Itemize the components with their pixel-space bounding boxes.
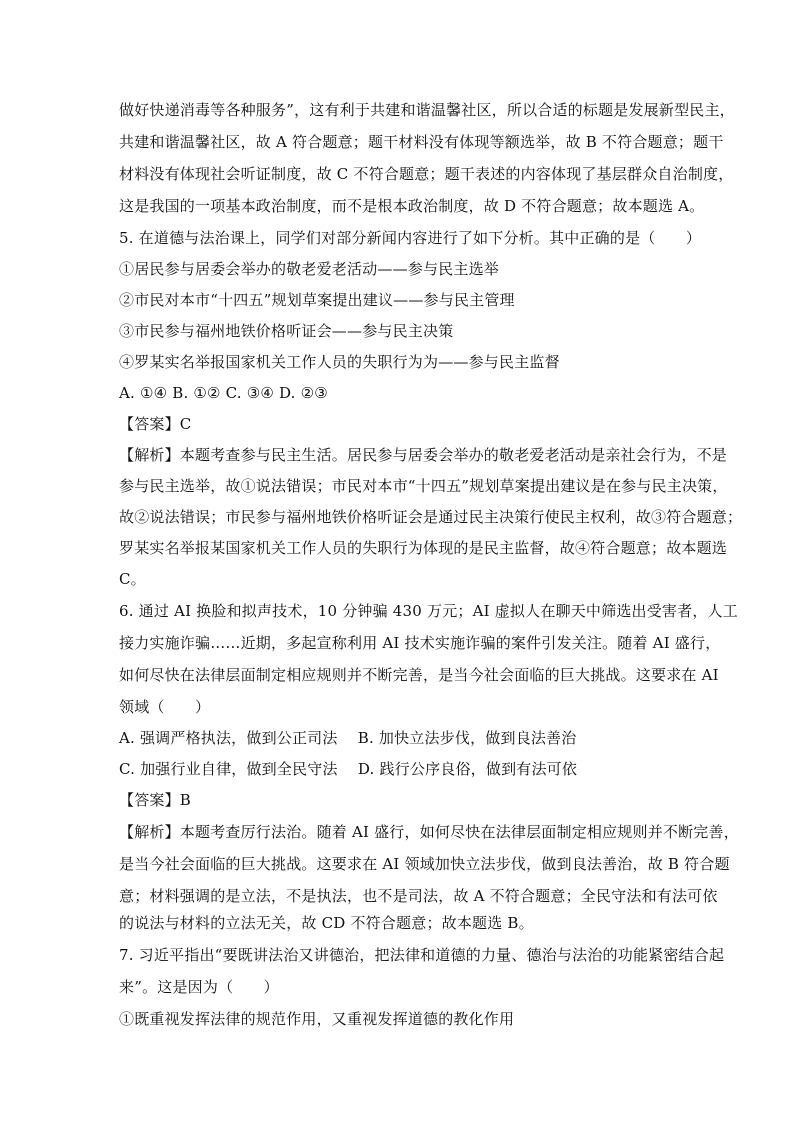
text-line: 材料没有体现社会听证制度，故 C 不符合题意；题干表述的内容体现了基层群众自治制度， xyxy=(119,165,734,183)
question-5-item-1: ①居民参与居委会举办的敬老爱老活动——参与民主选举 xyxy=(119,260,500,278)
question-5-item-3: ③市民参与福州地铁价格听证会——参与民主决策 xyxy=(119,322,454,340)
text-line: 如何尽快在法律层面制定相应规则并不断完善，是当今社会面临的巨大挑战。这要求在 AI xyxy=(119,666,719,684)
question-6-options-cd: C. 加强行业自律，做到全民守法 D. 践行公序良俗，做到有法可依 xyxy=(119,760,578,778)
text-line: C。 xyxy=(119,570,146,588)
text-line: 共建和谐温馨社区，故 A 符合题意；题干材料没有体现等额选举，故 B 不符合题意；题干 xyxy=(119,133,724,151)
question-6-stem: 6. 通过 AI 换脸和拟声技术，10 分钟骗 430 万元；AI 虚拟人在聊天中筛选出受害者，人工 xyxy=(119,602,738,620)
text-line: 参与民主选举，故①说法错误；市民对本市“十四五”规划草案提出建议是在参与民主决策， xyxy=(119,477,728,495)
text-line: 做好快递消毒等各种服务”，这有利于共建和谐温馨社区，所以合适的标题是发展新型民主， xyxy=(119,101,735,119)
question-5-stem: 5. 在道德与法治课上，同学们对部分新闻内容进行了如下分析。其中正确的是（ ） xyxy=(119,229,702,247)
question-5-options: A. ①④ B. ①② C. ③④ D. ②③ xyxy=(119,384,328,402)
text-line: 来”。这是因为（ ） xyxy=(119,978,279,996)
question-6-options-ab: A. 强调严格执法，做到公正司法 B. 加快立法步伐，做到良法善治 xyxy=(119,729,577,747)
question-6-analysis: 【解析】本题考查厉行法治。随着 AI 盛行，如何尽快在法律层面制定相应规则并不断完善， xyxy=(119,823,739,841)
text-line: 这是我国的一项基本政治制度，而不是根本政治制度，故 D 不符合题意；故本题选 A。 xyxy=(119,197,705,215)
text-line: 意；材料强调的是立法，不是执法，也不是司法，故 A 不符合题意；全民守法和有法可依 xyxy=(119,887,718,905)
question-7-stem: 7. 习近平指出“要既讲法治又讲德治，把法律和道德的力量、德治与法治的功能紧密结合起 xyxy=(119,946,725,964)
question-5-answer: 【答案】C xyxy=(119,415,192,433)
text-line: 接力实施诈骗……近期，多起宣称利用 AI 技术实施诈骗的案件引发关注。随着 AI 盛行， xyxy=(119,634,721,652)
text-line: 是当今社会面临的巨大挑战。这要求在 AI 领域加快立法步伐，做到良法善治，故 B 符合题 xyxy=(119,855,730,873)
question-5-item-4: ④罗某实名举报国家机关工作人员的失职行为为——参与民主监督 xyxy=(119,353,560,371)
text-line: 领域（ ） xyxy=(119,698,211,716)
text-line: 的说法与材料的立法无关，故 CD 不符合题意；故本题选 B。 xyxy=(119,914,534,932)
question-5-analysis: 【解析】本题考查参与民主生活。居民参与居委会举办的敬老爱老活动是亲社会行为，不是 xyxy=(119,446,728,464)
text-line: 故②说法错误；市民参与福州地铁价格听证会是通过民主决策行使民主权利，故③符合题意； xyxy=(119,508,743,526)
question-6-answer: 【答案】B xyxy=(119,791,192,809)
question-7-item-1: ①既重视发挥法律的规范作用，又重视发挥道德的教化作用 xyxy=(119,1010,515,1028)
question-5-item-2: ②市民对本市“十四五”规划草案提出建议——参与民主管理 xyxy=(119,291,515,309)
text-line: 罗某实名举报某国家机关工作人员的失职行为体现的是民主监督，故④符合题意；故本题选 xyxy=(119,539,728,557)
